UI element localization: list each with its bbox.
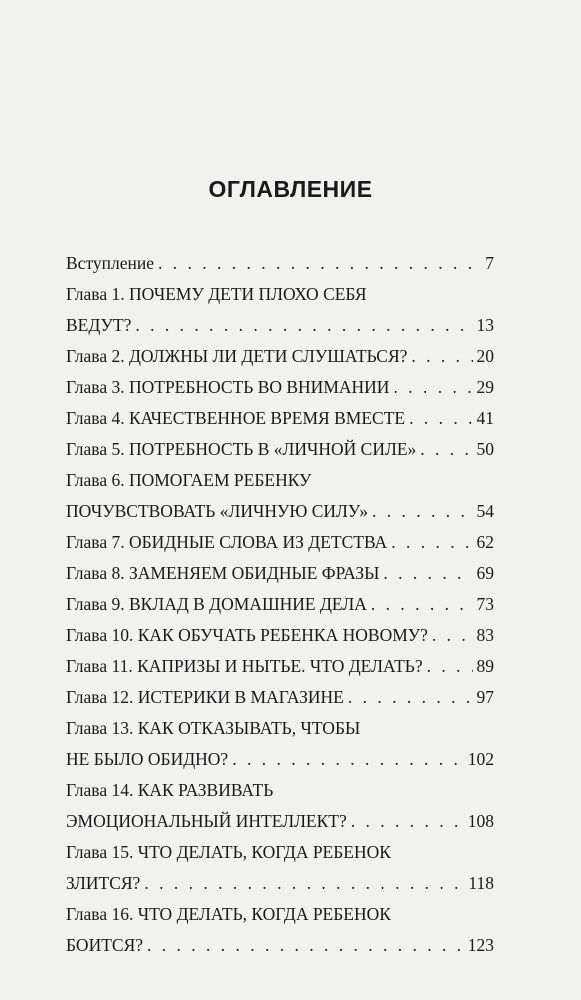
toc-line <box>66 682 494 713</box>
toc-page-number: 50 <box>476 439 494 459</box>
toc-entry <box>66 558 494 589</box>
toc-line <box>66 279 494 310</box>
toc-entry-text: Глава 15. ЧТО ДЕЛАТЬ, КОГДА РЕБЕНОК <box>66 842 391 862</box>
toc-entry <box>66 713 494 775</box>
toc-entry-text: Глава 6. ПОМОГАЕМ РЕБЕНКУ <box>66 470 312 490</box>
toc-entry-text: Глава 16. ЧТО ДЕЛАТЬ, КОГДА РЕБЕНОК <box>66 904 391 924</box>
toc-entry <box>66 465 494 527</box>
toc-page-number: 123 <box>467 935 494 955</box>
toc-entry-text: ЭМОЦИОНАЛЬНЫЙ ИНТЕЛЛЕКТ? <box>66 811 347 831</box>
toc-page-number: 13 <box>476 315 494 335</box>
dot-leader <box>232 744 464 775</box>
toc-line <box>66 558 494 589</box>
toc-entry <box>66 775 494 837</box>
table-of-contents <box>66 248 494 961</box>
toc-entry <box>66 279 494 341</box>
toc-entry-text: Глава 12. ИСТЕРИКИ В МАГАЗИНЕ <box>66 687 344 707</box>
toc-line <box>66 713 494 744</box>
toc-line <box>66 527 494 558</box>
dot-leader <box>409 403 472 434</box>
toc-page-number: 29 <box>476 377 494 397</box>
dot-leader <box>427 651 473 682</box>
toc-line <box>66 372 494 403</box>
toc-line <box>66 465 494 496</box>
dot-leader <box>411 341 472 372</box>
toc-entry <box>66 341 494 372</box>
toc-entry-text: Вступление <box>66 253 154 273</box>
toc-entry <box>66 837 494 899</box>
toc-entry-text: ЗЛИТСЯ? <box>66 873 141 893</box>
toc-page-number: 7 <box>485 253 494 273</box>
toc-entry-text: Глава 4. КАЧЕСТВЕННОЕ ВРЕМЯ ВМЕСТЕ <box>66 408 406 428</box>
toc-entry <box>66 248 494 279</box>
toc-line <box>66 620 494 651</box>
toc-line <box>66 496 494 527</box>
toc-line <box>66 806 494 837</box>
toc-page-number: 83 <box>476 625 494 645</box>
toc-line <box>66 930 494 961</box>
toc-entry-text: НЕ БЫЛО ОБИДНО? <box>66 749 229 769</box>
toc-entry-text: Глава 3. ПОТРЕБНОСТЬ ВО ВНИМАНИИ <box>66 377 390 397</box>
toc-line <box>66 434 494 465</box>
toc-entry-text: Глава 7. ОБИДНЫЕ СЛОВА ИЗ ДЕТСТВА <box>66 532 388 552</box>
toc-page-number: 69 <box>476 563 494 583</box>
toc-entry-text: Глава 13. КАК ОТКАЗЫВАТЬ, ЧТОБЫ <box>66 718 361 738</box>
toc-entry <box>66 589 494 620</box>
toc-page-number: 89 <box>476 656 494 676</box>
toc-page-number: 118 <box>468 873 494 893</box>
toc-line <box>66 837 494 868</box>
toc-entry-text: Глава 14. КАК РАЗВИВАТЬ <box>66 780 274 800</box>
toc-line <box>66 248 494 279</box>
toc-entry <box>66 620 494 651</box>
toc-entry <box>66 682 494 713</box>
toc-page-number: 108 <box>467 811 494 831</box>
toc-page-number: 97 <box>476 687 494 707</box>
toc-entry-text: Глава 11. КАПРИЗЫ И НЫТЬЕ. ЧТО ДЕЛАТЬ? <box>66 656 423 676</box>
toc-line <box>66 744 494 775</box>
toc-line <box>66 341 494 372</box>
dot-leader <box>348 682 473 713</box>
toc-line <box>66 775 494 806</box>
toc-entry-text: Глава 8. ЗАМЕНЯЕМ ОБИДНЫЕ ФРАЗЫ <box>66 563 380 583</box>
toc-page-number: 62 <box>476 532 494 552</box>
toc-page-number: 54 <box>476 501 494 521</box>
dot-leader <box>372 496 473 527</box>
dot-leader <box>144 868 464 899</box>
dot-leader <box>158 248 481 279</box>
toc-line <box>66 868 494 899</box>
toc-entry-text: ВЕДУТ? <box>66 315 132 335</box>
toc-line <box>66 589 494 620</box>
toc-entry <box>66 899 494 961</box>
toc-entry <box>66 372 494 403</box>
toc-entry <box>66 403 494 434</box>
toc-entry <box>66 434 494 465</box>
dot-leader <box>371 589 473 620</box>
toc-entry-text: Глава 9. ВКЛАД В ДОМАШНИЕ ДЕЛА <box>66 594 367 614</box>
toc-entry-text: Глава 10. КАК ОБУЧАТЬ РЕБЕНКА НОВОМУ? <box>66 625 428 645</box>
toc-entry-text: Глава 1. ПОЧЕМУ ДЕТИ ПЛОХО СЕБЯ <box>66 284 367 304</box>
toc-line <box>66 403 494 434</box>
dot-leader <box>420 434 472 465</box>
toc-line <box>66 310 494 341</box>
toc-page-number: 41 <box>476 408 494 428</box>
dot-leader <box>383 558 472 589</box>
toc-line <box>66 651 494 682</box>
toc-page-number: 102 <box>467 749 494 769</box>
toc-entry <box>66 651 494 682</box>
toc-entry-text: Глава 2. ДОЛЖНЫ ЛИ ДЕТИ СЛУШАТЬСЯ? <box>66 346 408 366</box>
toc-entry-text: ПОЧУВСТВОВАТЬ «ЛИЧНУЮ СИЛУ» <box>66 501 368 521</box>
dot-leader <box>351 806 464 837</box>
toc-line <box>66 899 494 930</box>
toc-entry <box>66 527 494 558</box>
toc-page-number: 73 <box>476 594 494 614</box>
toc-page-number: 20 <box>476 346 494 366</box>
dot-leader <box>135 310 472 341</box>
dot-leader <box>391 527 472 558</box>
dot-leader <box>432 620 473 651</box>
toc-entry-text: БОИТСЯ? <box>66 935 144 955</box>
toc-entry-text: Глава 5. ПОТРЕБНОСТЬ В «ЛИЧНОЙ СИЛЕ» <box>66 439 417 459</box>
dot-leader <box>147 930 464 961</box>
dot-leader <box>393 372 472 403</box>
page-title: ОГЛАВЛЕНИЕ <box>208 176 373 202</box>
